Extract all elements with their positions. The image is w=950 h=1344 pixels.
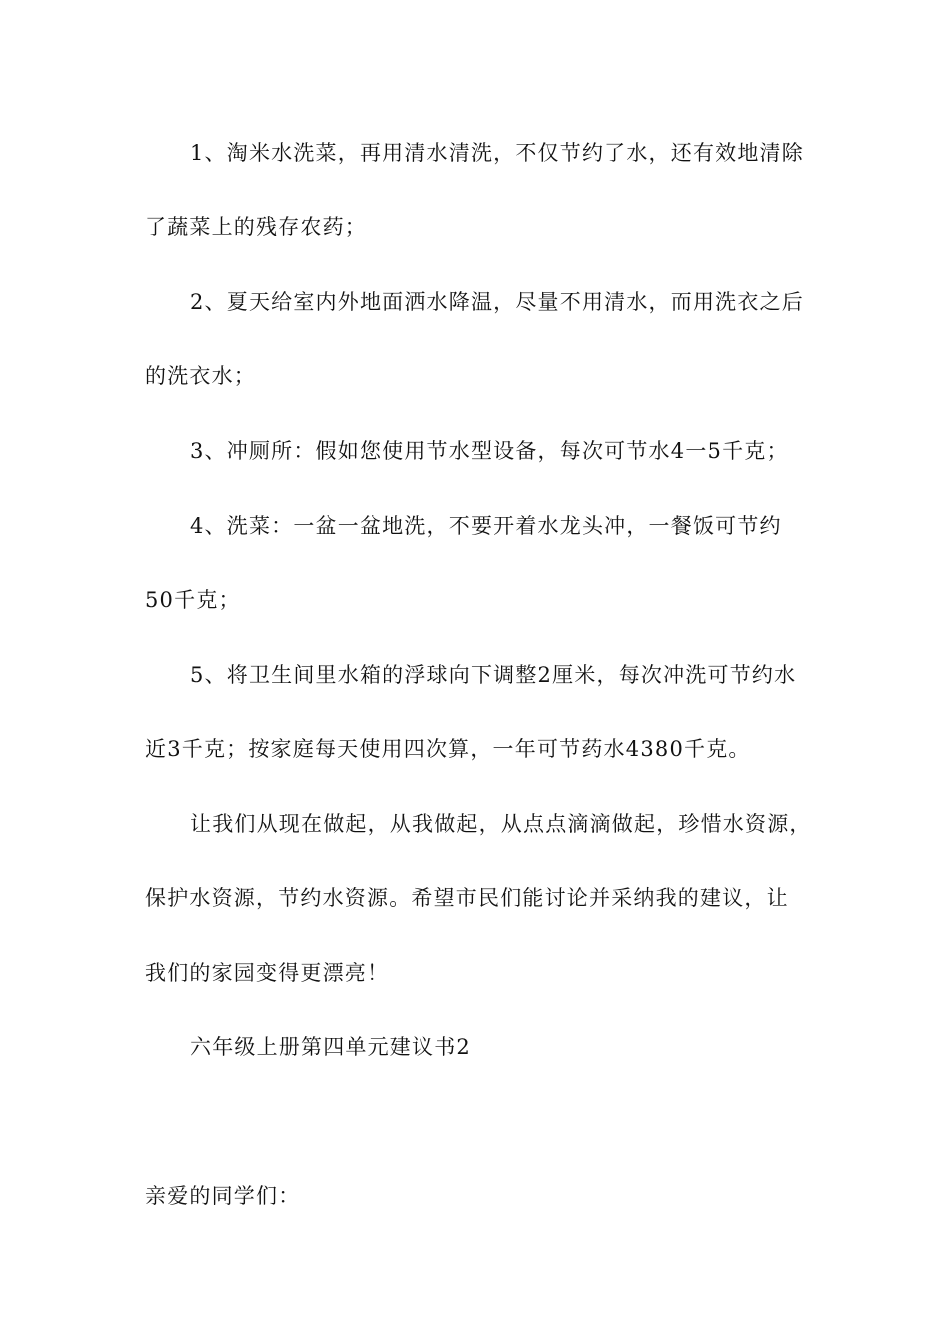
item-5-line-2: 近3千克；按家庭每天使用四次算，一年可节药水4380千克。 [145, 737, 751, 761]
item-1-line-1: 1、淘米水洗菜，再用清水清洗，不仅节约了水，还有效地清除 [190, 141, 804, 165]
item-1-line-2: 了蔬菜上的残存农药； [145, 215, 367, 239]
conclusion-line-2: 保护水资源，节约水资源。希望市民们能讨论并采纳我的建议，让 [145, 886, 789, 910]
conclusion-line-1: 让我们从现在做起，从我做起，从点点滴滴做起，珍惜水资源， [190, 812, 812, 836]
item-2-line-2: 的洗衣水； [145, 364, 256, 388]
conclusion-line-3: 我们的家园变得更漂亮！ [145, 961, 390, 985]
item-5-line-1: 5、将卫生间里水箱的浮球向下调整2厘米，每次冲洗可节约水 [190, 663, 797, 687]
section-title: 六年级上册第四单元建议书2 [190, 1035, 471, 1059]
item-3-line-1: 3、冲厕所：假如您使用节水型设备，每次可节水4一5千克； [190, 439, 789, 463]
item-4-line-1: 4、洗菜：一盆一盆地洗，不要开着水龙头冲，一餐饭可节约 [190, 514, 782, 538]
item-4-line-2: 50千克； [145, 588, 241, 612]
item-2-line-1: 2、夏天给室内外地面洒水降温，尽量不用清水，而用洗衣之后 [190, 290, 804, 314]
greeting: 亲爱的同学们： [145, 1184, 301, 1208]
